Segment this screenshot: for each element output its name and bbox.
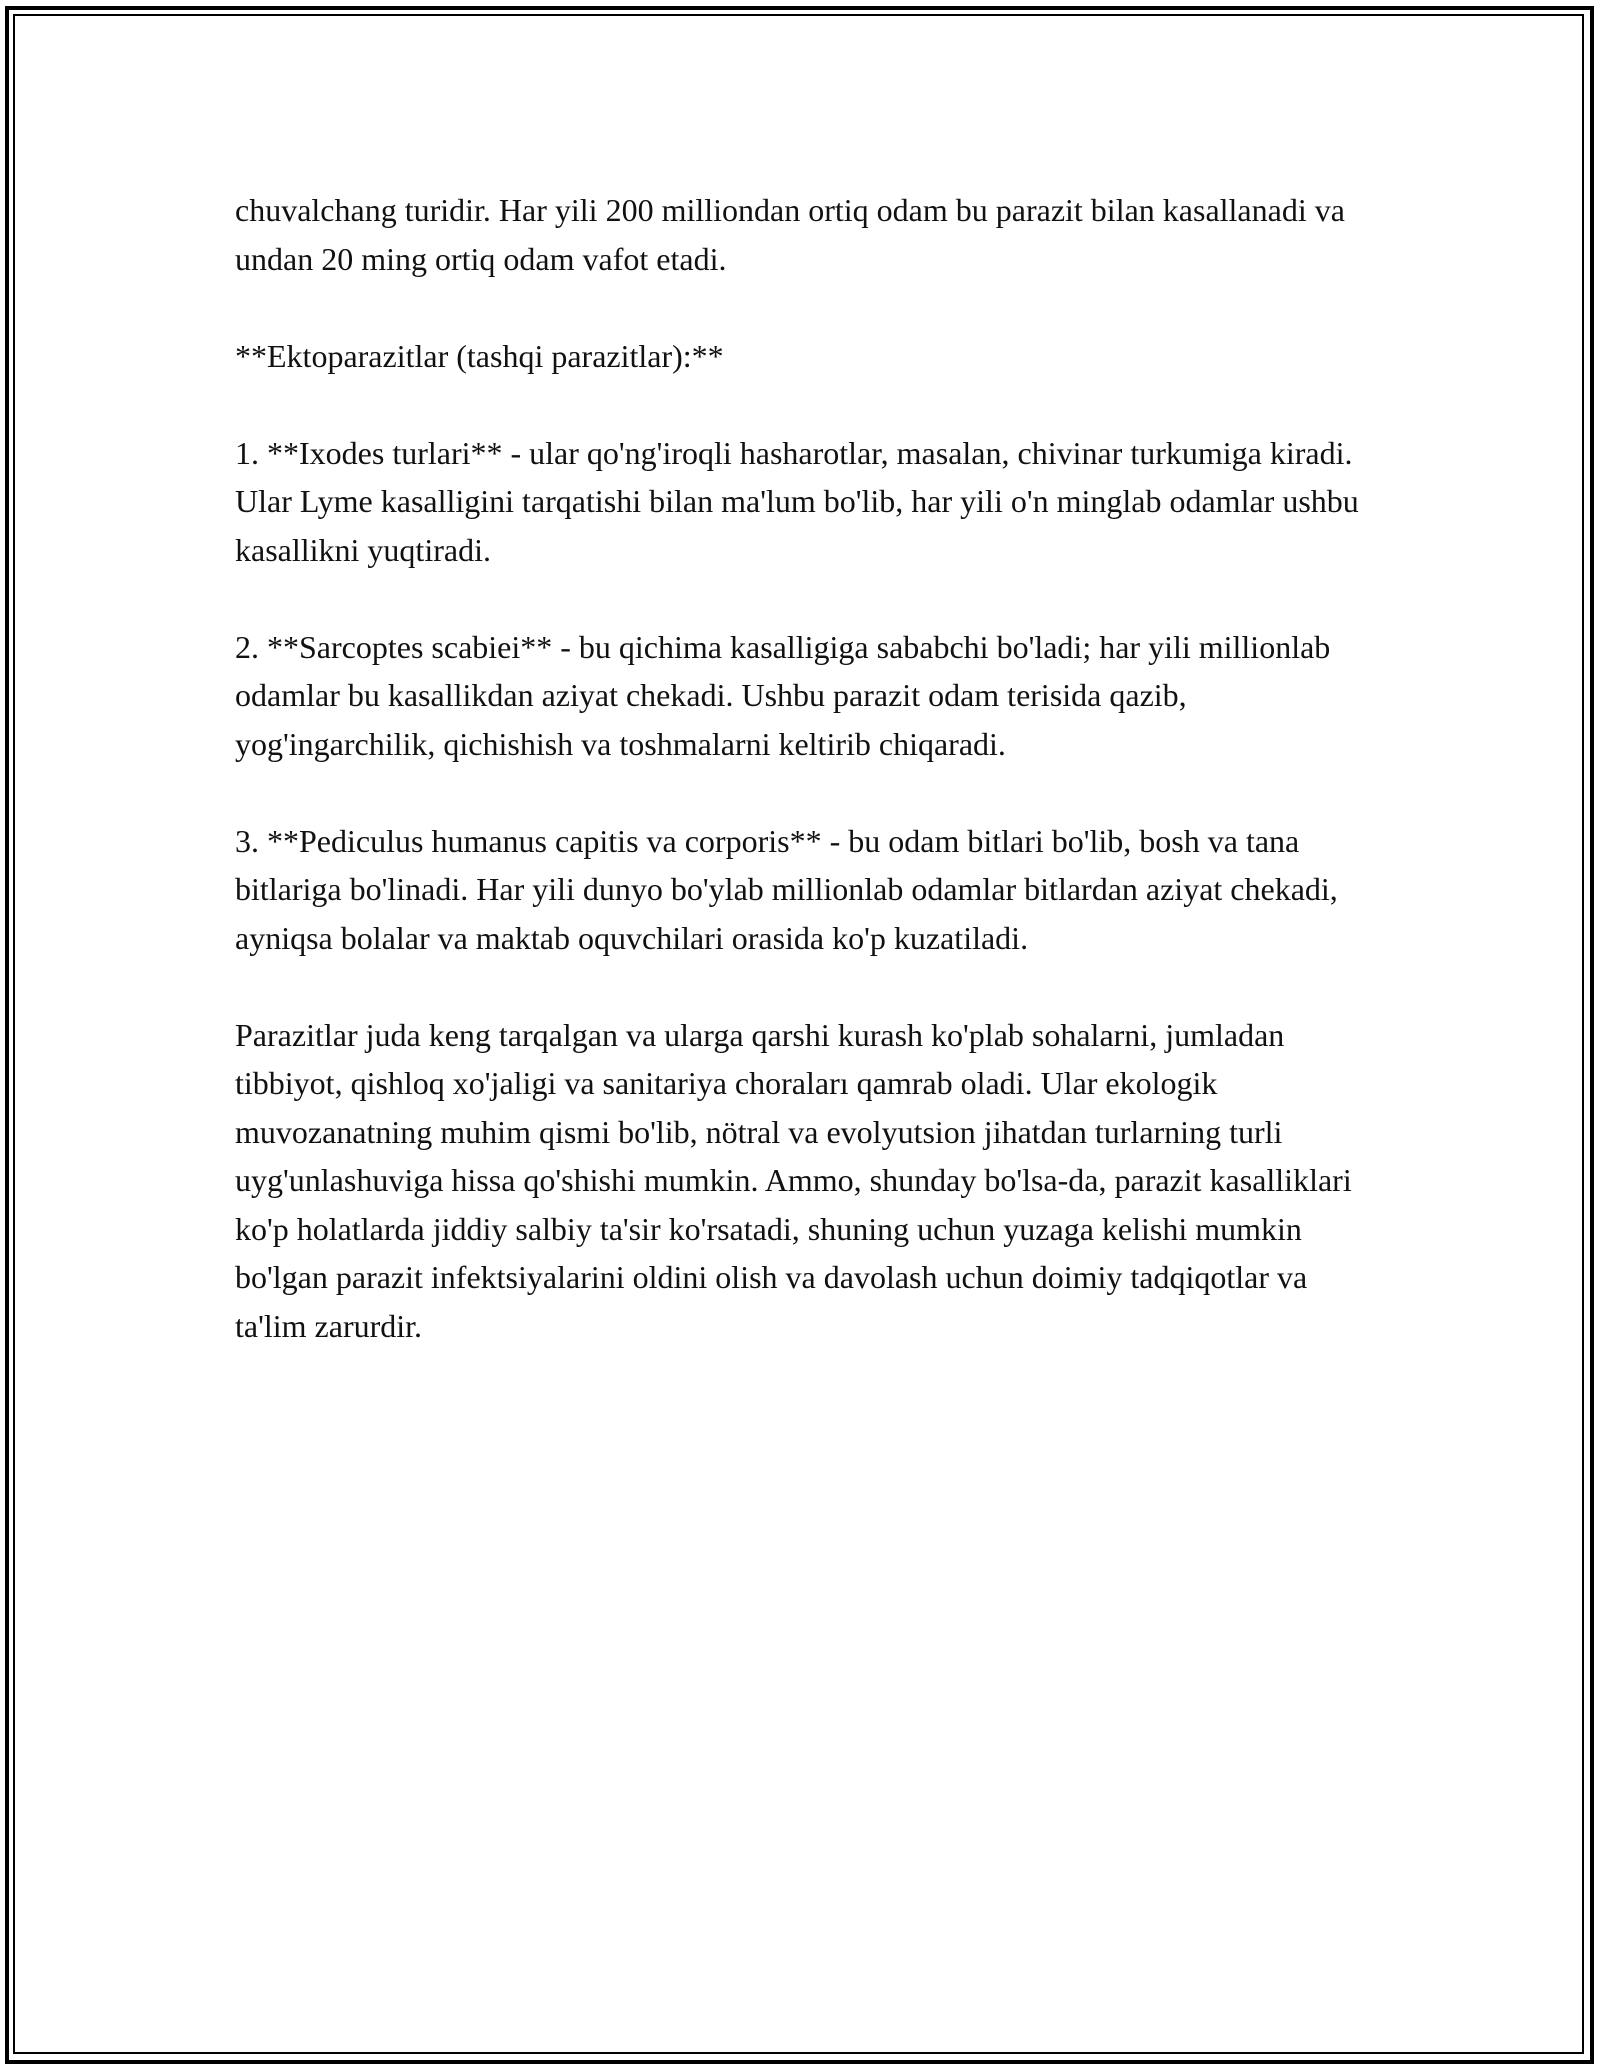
paragraph-intro-continuation: chuvalchang turidir. Har yili 200 milliondan ortiq odam bu parazit bilan kasallanadi va undan 20 ming ortiq odam vafot etadi. bbox=[235, 192, 1345, 277]
list-item-ixodes: 1. **Ixodes turlari** - ular qo'ng'iroqli hasharotlar, masalan, chivinar turkumiga kiradi. Ular Lyme kasalligini tarqatishi bilan ma'lum bo'lib, har yili o'n minglab odamlar ushbu kasallikni yuqtiradi. bbox=[235, 434, 1359, 568]
paragraph-conclusion: Parazitlar juda keng tarqalgan va ularga qarshi kurash ko'plab sohalarni, jumladan tibbiyot, qishloq xo'jaligi va sanitariya choraları qamrab oladi. Ular ekologik muvozanatning muhim qismi bo'lib, nötral va evolyutsion jihatdan turlarning turli uyg'unlashuviga hissa qo'shishi mumkin. Ammo, shunday bo'lsa-da, parazit kasalliklari ko'p holatlarda jiddiy salbiy ta'sir ko'rsatadi, shuning uchun yuzaga kelishi mumkin bo'lgan parazit infektsiyalarini oldini olish va davolash uchun doimiy tadqiqotlar va ta'lim zarurdir. bbox=[235, 1016, 1352, 1344]
section-heading-ectoparasites: **Ektoparazitlar (tashqi parazitlar):** bbox=[235, 337, 724, 374]
list-item-pediculus: 3. **Pediculus humanus capitis va corporis** - bu odam bitlari bo'lib, bosh va tana bitlariga bo'linadi. Har yili dunyo bo'ylab millionlab odamlar bitlardan aziyat chekadi, ayniqsa bolalar va maktab oquvchilari orasida ko'p kuzatiladi. bbox=[235, 822, 1338, 956]
list-item-sarcoptes: 2. **Sarcoptes scabiei** - bu qichima kasalligiga sababchi bo'ladi; har yili millionlab odamlar bu kasallikdan aziyat chekadi. Ushbu parazit odam terisida qazib, yog'ingarchilik, qichishish va toshmalarni keltirib chiqaradi. bbox=[235, 628, 1331, 762]
document-body bbox=[235, 186, 1365, 1399]
